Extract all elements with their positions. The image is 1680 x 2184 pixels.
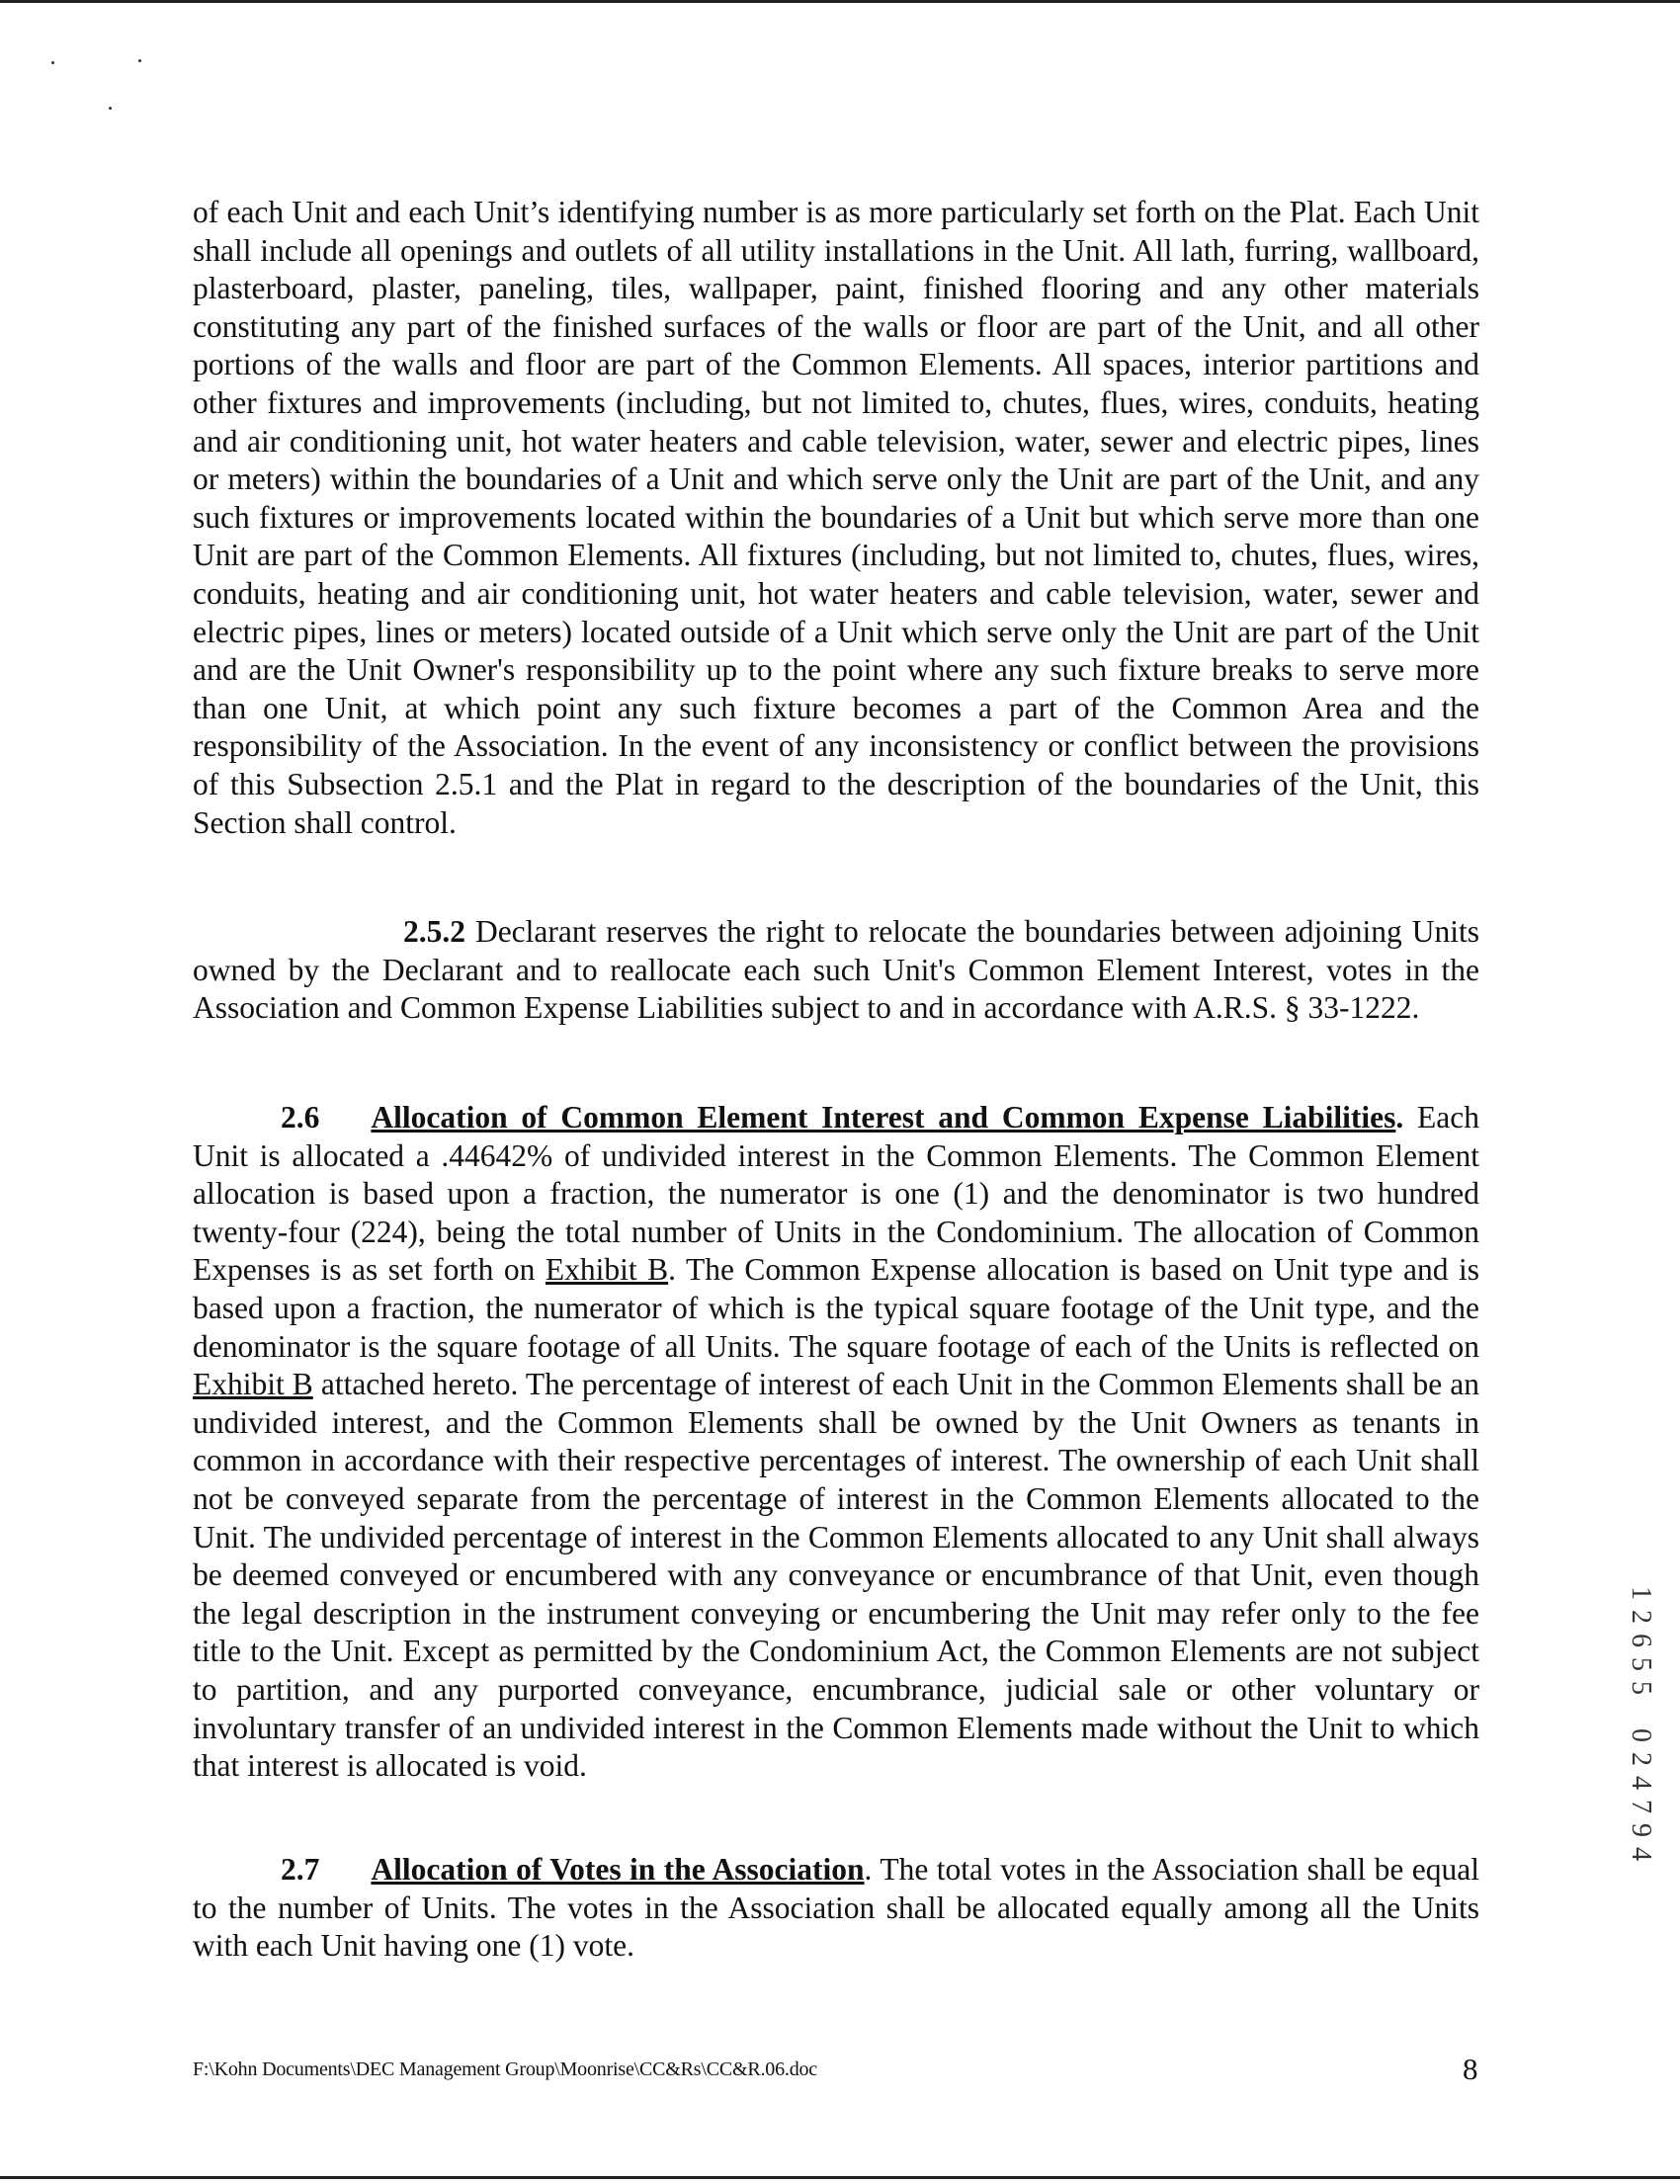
paragraph-text: Each Unit is allocated a .44642% of undivided interest in the Common Elements. The Common Element allocation is based upon a fraction, the numerator is one (1) and the denominator is two hundred twenty-four (224), being the total number of Units in the Condominium. The allocation of Common Expenses is as set forth on xyxy=(193,1100,1479,1288)
stamp-digit: 2 xyxy=(1626,1752,1656,1766)
paragraph-2-7 xyxy=(193,1851,1479,1966)
stamp-digit: 5 xyxy=(1626,1657,1656,1671)
stamp-digit: 1 xyxy=(1626,1586,1656,1600)
section-number: 2.7 xyxy=(281,1852,320,1887)
section-heading: Allocation of Common Element Interest and Common Expense Liabilities xyxy=(371,1100,1396,1134)
paragraph-unit-boundaries xyxy=(193,194,1479,842)
stamp-digit: 4 xyxy=(1626,1776,1656,1790)
stamp-digit: 4 xyxy=(1626,1847,1656,1861)
paragraph-text: of each Unit and each Unit’s identifying number is as more particularly set forth on the Plat. Each Unit shall include all openings and outlets of all utility installations in the Unit. All lath, furring, wallboard, plasterboard, plaster, paneling, tiles, wallpaper, paint, finished flooring and any other materials constituting any part of the finished surfaces of the walls or floor are part of the Unit, and all other portions of the walls and floor are part of the Common Elements. All spaces, interior partitions and other fixtures and improvements (including, but not limited to, chutes, flues, wires, conduits, heating and air conditioning unit, hot water heaters and cable television, water, sewer and electric pipes, lines or meters) within the boundaries of a Unit and which serve only the Unit are part of the Unit, and any such fixtures or improvements located within the boundaries of a Unit but which serve more than one Unit are part of the Common Elements. All fixtures (including, but not limited to, chutes, flues, wires, conduits, heating and air conditioning unit, hot water heaters and cable television, water, sewer and electric pipes, lines or meters) located outside of a Unit which serve only the Unit are part of the Unit and are the Unit Owner's responsibility up to the point where any such fixture breaks to serve more than one Unit, at which point any such fixture becomes a part of the Common Area and the responsibility of the Association. In the event of any inconsistency or conflict between the provisions of this Subsection 2.5.1 and the Plat in regard to the description of the boundaries of the Unit, this Section shall control. xyxy=(193,195,1479,840)
section-number: 2.6 xyxy=(281,1100,320,1134)
paragraph-text: Declarant reserves the right to relocate the boundaries between adjoining Units owned by the Declarant and to reallocate each such Unit's Common Element Interest, votes in the Association and Common Expense Liabilities subject to and in accordance with A.R.S. § 33-1222. xyxy=(193,914,1479,1026)
paragraph-text: attached hereto. The percentage of interest of each Unit in the Common Elements shall be an undivided interest, and the Common Elements shall be owned by the Unit Owners as tenants in common in accordance with their respective percentages of interest. The ownership of each Unit shall not be conveyed separate from the percentage of interest in the Common Elements allocated to the Unit. The undivided percentage of interest in the Common Elements allocated to any Unit shall always be deemed conveyed or encumbered with any conveyance or encumbrance of that Unit, even though the legal description in the instrument conveying or encumbering the Unit may refer only to the fee title to the Unit. Except as permitted by the Condominium Act, the Common Elements are not subject to partition, and any purported conveyance, encumbrance, judicial sale or other voluntary or involuntary transfer of an undivided interest in the Common Elements made without the Unit to which that interest is allocated is void. xyxy=(193,1367,1479,1784)
section-number: 2.5.2 xyxy=(403,914,465,949)
stamp-digit: 5 xyxy=(1626,1681,1656,1695)
exhibit-reference: Exhibit B xyxy=(545,1252,669,1288)
stamp-digit: 0 xyxy=(1626,1728,1656,1742)
stamp-digit: 2 xyxy=(1626,1610,1656,1624)
scan-speck xyxy=(109,107,112,110)
exhibit-reference: Exhibit B xyxy=(193,1367,313,1402)
section-heading: Allocation of Votes in the Association xyxy=(371,1852,865,1887)
recording-stamp xyxy=(1621,1581,1660,1866)
paragraph-text: The total votes in the Association shall be equal to the number of Units. The votes in the Association shall be allocated equally among all the Units with each Unit having one (1) vote. xyxy=(193,1852,1480,1964)
top-border-line xyxy=(0,0,1680,3)
footer-file-path: F:\Kohn Documents\DEC Management Group\Moonrise\CC&Rs\CC&R.06.doc xyxy=(193,2058,817,2080)
paragraph-text: . The Common Expense allocation is based on Unit type and is based upon a fraction, the numerator of which is the typical square footage of the Unit type, and the denominator is the square footage of all Units. The square footage of each of the Units is reflected on xyxy=(193,1252,1479,1364)
bottom-border-line xyxy=(0,2176,1680,2179)
paragraph-2-6 xyxy=(193,1099,1479,1786)
scan-speck xyxy=(138,59,141,62)
paragraph-2-5-2 xyxy=(193,913,1479,1028)
stamp-digit: 6 xyxy=(1626,1634,1656,1647)
page-number: 8 xyxy=(1463,2052,1478,2086)
scan-speck xyxy=(51,61,54,64)
stamp-digit: 7 xyxy=(1626,1800,1656,1813)
heading-period: . xyxy=(1395,1100,1404,1134)
heading-period: . xyxy=(864,1852,873,1887)
stamp-digit: 9 xyxy=(1626,1823,1656,1837)
